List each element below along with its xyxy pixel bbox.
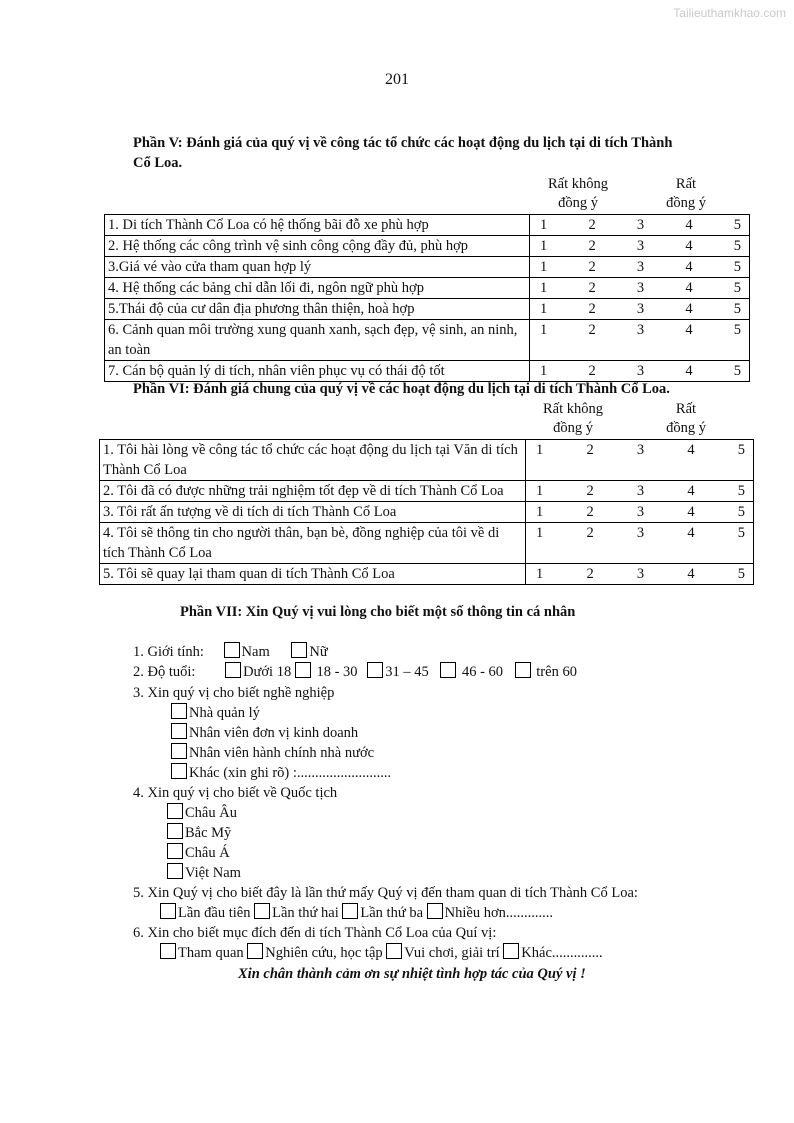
rating-4[interactable]: 4 (687, 483, 695, 499)
rating-4[interactable]: 4 (685, 280, 693, 296)
rating-3[interactable]: 3 (636, 442, 645, 458)
checkbox-visit-more[interactable] (427, 903, 443, 919)
purpose-question: 6. Xin cho biết mục đích đến di tích Thành Cổ Loa của Quí vị: (133, 925, 497, 941)
rating-3[interactable]: 3 (636, 322, 645, 338)
age-question (133, 662, 577, 682)
rating-4[interactable]: 4 (687, 566, 695, 582)
checkbox-visit-third[interactable] (342, 903, 358, 919)
option-label: Châu Âu (185, 805, 237, 821)
option-label: Tham quan (178, 945, 244, 961)
checkbox-purpose-sightseeing[interactable] (160, 943, 176, 959)
rating-scale[interactable] (526, 523, 754, 564)
nationality-option (167, 863, 241, 883)
part6-rating-table (99, 439, 754, 585)
part5-scale-high-label: Rất đồng ý (666, 176, 706, 211)
rating-scale[interactable] (526, 440, 754, 481)
occupation-option (171, 723, 358, 743)
rating-3[interactable]: 3 (636, 363, 645, 379)
rating-5[interactable]: 5 (733, 217, 741, 233)
table-row (105, 215, 750, 236)
rating-4[interactable]: 4 (685, 238, 693, 254)
part5-heading-cont: Cổ Loa. (133, 155, 183, 171)
option-label: Việt Nam (185, 865, 241, 881)
rating-2[interactable]: 2 (586, 442, 594, 458)
checkbox-age-46-60[interactable] (440, 662, 456, 678)
rating-3[interactable]: 3 (636, 483, 645, 499)
option-label: Nhà quản lý (189, 705, 260, 721)
question: 3.Giá vé vào cửa tham quan hợp lý (105, 257, 530, 278)
table-row (105, 320, 750, 361)
part5-rating-table (104, 214, 750, 382)
question: 5. Tôi sẽ quay lại tham quan di tích Thành Cổ Loa (100, 564, 526, 585)
rating-5[interactable]: 5 (733, 238, 741, 254)
rating-3[interactable]: 3 (636, 504, 645, 520)
checkbox-nationality-north-america[interactable] (167, 823, 183, 839)
rating-4[interactable]: 4 (687, 442, 695, 458)
rating-2[interactable]: 2 (588, 217, 596, 233)
option-label: Bắc Mỹ (185, 825, 232, 841)
rating-1[interactable]: 1 (540, 301, 548, 317)
rating-4[interactable]: 4 (685, 301, 693, 317)
option-label: Nhân viên hành chính nhà nước (189, 745, 375, 761)
option-label: Dưới 18 (243, 664, 292, 680)
checkbox-nationality-vietnam[interactable] (167, 863, 183, 879)
rating-4[interactable]: 4 (685, 363, 693, 379)
checkbox-occupation-other[interactable] (171, 763, 187, 779)
rating-2[interactable]: 2 (586, 566, 594, 582)
gender-label: 1. Giới tính: (133, 644, 204, 660)
checkbox-occupation-government[interactable] (171, 743, 187, 759)
visits-options (160, 903, 553, 923)
table-row (105, 236, 750, 257)
checkbox-male[interactable] (224, 642, 240, 658)
rating-5[interactable]: 5 (733, 259, 741, 275)
question: 2. Hệ thống các công trình vệ sinh công cộng đầy đủ, phù hợp (105, 236, 530, 257)
rating-5[interactable]: 5 (737, 442, 745, 458)
table-row (105, 257, 750, 278)
option-label: 31 – 45 (385, 664, 429, 680)
checkbox-age-31-45[interactable] (367, 662, 383, 678)
rating-4[interactable]: 4 (685, 322, 693, 338)
question: 3. Tôi rất ấn tượng về di tích di tích Thành Cổ Loa (100, 502, 526, 523)
part7-heading: Phần VII: Xin Quý vị vui lòng cho biết một số thông tin cá nhân (180, 604, 576, 620)
rating-2[interactable]: 2 (588, 363, 596, 379)
checkbox-age-under-18[interactable] (225, 662, 241, 678)
table-row (100, 564, 754, 585)
checkbox-visit-first[interactable] (160, 903, 176, 919)
part6-scale-high-label: Rất đồng ý (666, 401, 706, 436)
rating-1[interactable]: 1 (540, 238, 548, 254)
rating-3[interactable]: 3 (636, 280, 645, 296)
rating-3[interactable]: 3 (636, 238, 645, 254)
rating-5[interactable]: 5 (733, 280, 741, 296)
table-row (105, 278, 750, 299)
rating-2[interactable]: 2 (586, 483, 594, 499)
option-label: Khác.............. (521, 945, 603, 961)
rating-1[interactable]: 1 (536, 442, 544, 458)
rating-scale[interactable] (526, 564, 754, 585)
rating-2[interactable]: 2 (588, 259, 596, 275)
rating-scale[interactable] (530, 257, 750, 278)
table-row (100, 481, 754, 502)
rating-scale[interactable] (530, 278, 750, 299)
checkbox-nationality-asia[interactable] (167, 843, 183, 859)
rating-1[interactable]: 1 (540, 363, 548, 379)
checkbox-nationality-europe[interactable] (167, 803, 183, 819)
rating-5[interactable]: 5 (733, 322, 741, 338)
question: 1. Di tích Thành Cổ Loa có hệ thống bãi đỗ xe phù hợp (105, 215, 530, 236)
rating-3[interactable]: 3 (636, 217, 645, 233)
rating-1[interactable]: 1 (540, 259, 548, 275)
rating-3[interactable]: 3 (636, 525, 645, 541)
table-row (100, 502, 754, 523)
checkbox-purpose-research[interactable] (247, 943, 263, 959)
rating-scale[interactable] (526, 481, 754, 502)
option-label: Lần đầu tiên (178, 905, 251, 921)
option-label: Lần thứ ba (360, 905, 424, 921)
purpose-options (160, 943, 603, 963)
rating-1[interactable]: 1 (540, 217, 548, 233)
table-row (100, 523, 754, 564)
rating-3[interactable]: 3 (636, 301, 645, 317)
question: 2. Tôi đã có được những trải nghiệm tốt đẹp về di tích Thành Cổ Loa (100, 481, 526, 502)
option-label: Nghiên cứu, học tập (265, 945, 383, 961)
option-label: Lần thứ hai (272, 905, 339, 921)
checkbox-age-over-60[interactable] (515, 662, 531, 678)
option-label: Nhân viên đơn vị kinh doanh (189, 725, 359, 741)
checkbox-purpose-entertainment[interactable] (386, 943, 402, 959)
page-number: 201 (385, 71, 409, 88)
question: 7. Cán bộ quản lý di tích, nhân viên phục vụ có thái độ tốt (105, 361, 530, 382)
rating-5[interactable]: 5 (733, 301, 741, 317)
occupation-option (171, 763, 391, 783)
rating-5[interactable]: 5 (737, 504, 745, 520)
nationality-question: 4. Xin quý vị cho biết về Quốc tịch (133, 785, 338, 801)
checkbox-age-18-30[interactable] (295, 662, 311, 678)
option-label: 46 - 60 (461, 664, 504, 680)
option-label: Nữ (309, 644, 328, 660)
occupation-question: 3. Xin quý vị cho biết nghề nghiệp (133, 685, 335, 701)
table-row (105, 299, 750, 320)
rating-5[interactable]: 5 (737, 525, 745, 541)
rating-scale[interactable] (526, 502, 754, 523)
part6-heading: Phần VI: Đánh giá chung của quý vị về các hoạt động du lịch tại di tích Thành Cổ Loa. (133, 381, 670, 397)
gender-question (133, 642, 328, 662)
occupation-option (171, 703, 260, 723)
question: 4. Tôi sẽ thông tin cho người thân, bạn bè, đồng nghiệp của tôi về di tích Thành Cổ Loa (100, 523, 526, 564)
option-label: Vui chơi, giải trí (404, 945, 500, 961)
rating-1[interactable]: 1 (536, 483, 544, 499)
question: 6. Cảnh quan môi trường xung quanh xanh, sạch đẹp, vệ sinh, an ninh, an toàn (105, 320, 530, 361)
checkbox-purpose-other[interactable] (503, 943, 519, 959)
option-label: Nhiều hơn............. (444, 905, 553, 921)
checkbox-female[interactable] (291, 642, 307, 658)
rating-4[interactable]: 4 (685, 259, 693, 275)
option-label: trên 60 (536, 664, 577, 680)
part5-heading: Phần V: Đánh giá của quý vị về công tác tổ chức các hoạt động du lịch tại di tích Thành (133, 135, 673, 151)
rating-3[interactable]: 3 (636, 259, 645, 275)
rating-2[interactable]: 2 (588, 238, 596, 254)
age-label: 2. Độ tuổi: (133, 664, 196, 680)
question: 4. Hệ thống các bảng chỉ dẫn lối đi, ngôn ngữ phù hợp (105, 278, 530, 299)
nationality-option (167, 843, 230, 863)
nationality-option (167, 803, 237, 823)
part5-scale-low-label: Rất không đồng ý (547, 176, 608, 211)
rating-4[interactable]: 4 (687, 504, 695, 520)
option-label: Nam (241, 644, 270, 660)
rating-1[interactable]: 1 (540, 280, 548, 296)
nationality-option (167, 823, 231, 843)
table-row (100, 440, 754, 481)
rating-2[interactable]: 2 (588, 280, 596, 296)
rating-scale[interactable] (530, 236, 750, 257)
rating-4[interactable]: 4 (685, 217, 693, 233)
rating-scale[interactable] (530, 299, 750, 320)
table-row (105, 361, 750, 382)
closing-thanks: Xin chân thành cảm ơn sự nhiệt tình hợp tác của Quý vị ! (238, 966, 586, 982)
rating-2[interactable]: 2 (588, 322, 596, 338)
watermark: Tailieuthamkhao.com (673, 6, 786, 20)
rating-2[interactable]: 2 (586, 504, 594, 520)
rating-1[interactable]: 1 (536, 525, 544, 541)
occupation-option (171, 743, 374, 763)
rating-scale[interactable] (530, 361, 750, 382)
rating-5[interactable]: 5 (733, 363, 741, 379)
visits-question: 5. Xin Quý vị cho biết đây là lần thứ mấy Quý vị đến tham quan di tích Thành Cổ Loa: (133, 885, 638, 901)
rating-1[interactable]: 1 (536, 566, 544, 582)
rating-5[interactable]: 5 (737, 483, 745, 499)
part6-scale-low-label: Rất không đồng ý (542, 401, 603, 436)
rating-4[interactable]: 4 (687, 525, 695, 541)
rating-scale[interactable] (530, 215, 750, 236)
checkbox-occupation-business[interactable] (171, 723, 187, 739)
question: 5.Thái độ của cư dân địa phương thân thiện, hoà hợp (105, 299, 530, 320)
question: 1. Tôi hài lòng về công tác tổ chức các hoạt động du lịch tại Văn di tích Thành Cổ Loa (100, 440, 526, 481)
rating-1[interactable]: 1 (536, 504, 544, 520)
rating-5[interactable]: 5 (737, 566, 745, 582)
rating-2[interactable]: 2 (586, 525, 594, 541)
option-label: 18 - 30 (316, 664, 358, 680)
rating-3[interactable]: 3 (636, 566, 645, 582)
checkbox-visit-second[interactable] (254, 903, 270, 919)
checkbox-occupation-manager[interactable] (171, 703, 187, 719)
rating-1[interactable]: 1 (540, 322, 548, 338)
rating-2[interactable]: 2 (588, 301, 596, 317)
option-label: Châu Á (185, 845, 230, 861)
rating-scale[interactable] (530, 320, 750, 361)
option-label: Khác (xin ghi rõ) :.......................... (189, 765, 392, 781)
